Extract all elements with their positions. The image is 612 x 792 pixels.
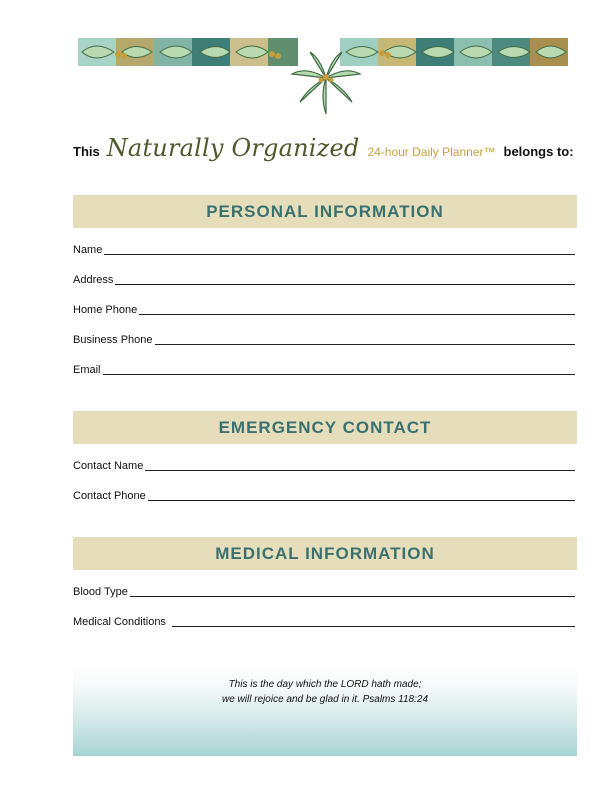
medical-conditions-line[interactable] (172, 625, 575, 627)
name-label: Name (73, 244, 103, 256)
email-field[interactable] (73, 360, 575, 376)
verse-line-2: we will rejoice and be glad in it. Psalms 118:24 (221, 694, 429, 705)
title-this: This (73, 144, 100, 159)
blood-type-line[interactable] (130, 595, 575, 597)
address-field[interactable] (73, 270, 575, 286)
medical-info-title: MEDICAL INFORMATION (215, 543, 435, 563)
planner-name: 24-hour Daily Planner™ (367, 145, 496, 159)
blood-type-label: Blood Type (73, 586, 128, 598)
contact-phone-label: Contact Phone (73, 490, 146, 502)
medical-conditions-label: Medical Conditions (73, 616, 166, 628)
blood-type-field[interactable] (73, 582, 575, 598)
name-field[interactable] (73, 240, 575, 256)
name-line[interactable] (104, 253, 575, 255)
title-belongs: belongs to: (503, 144, 574, 159)
email-label: Email (73, 364, 101, 376)
contact-phone-field[interactable] (73, 486, 575, 502)
home-phone-label: Home Phone (73, 304, 138, 316)
verse-line-1: This is the day which the LORD hath made; (228, 679, 422, 690)
contact-name-field[interactable] (73, 456, 575, 472)
emergency-contact-header (73, 411, 577, 444)
address-label: Address (73, 274, 114, 286)
business-phone-line[interactable] (155, 343, 576, 345)
business-phone-field[interactable] (73, 330, 575, 346)
email-line[interactable] (103, 373, 575, 375)
title-line (73, 134, 593, 166)
contact-name-line[interactable] (145, 469, 575, 471)
brand-name: Naturally Organized (106, 134, 360, 162)
home-phone-line[interactable] (139, 313, 575, 315)
contact-phone-line[interactable] (148, 499, 575, 501)
medical-info-header (73, 537, 577, 570)
personal-info-header (73, 195, 577, 228)
personal-info-title: PERSONAL INFORMATION (206, 201, 444, 221)
poinsettia-ornament (286, 44, 366, 116)
medical-conditions-field[interactable] (73, 612, 575, 628)
business-phone-label: Business Phone (73, 334, 153, 346)
emergency-contact-title: EMERGENCY CONTACT (218, 417, 432, 437)
address-line[interactable] (115, 283, 575, 285)
contact-name-label: Contact Name (73, 460, 144, 472)
home-phone-field[interactable] (73, 300, 575, 316)
verse-footer (73, 667, 577, 756)
